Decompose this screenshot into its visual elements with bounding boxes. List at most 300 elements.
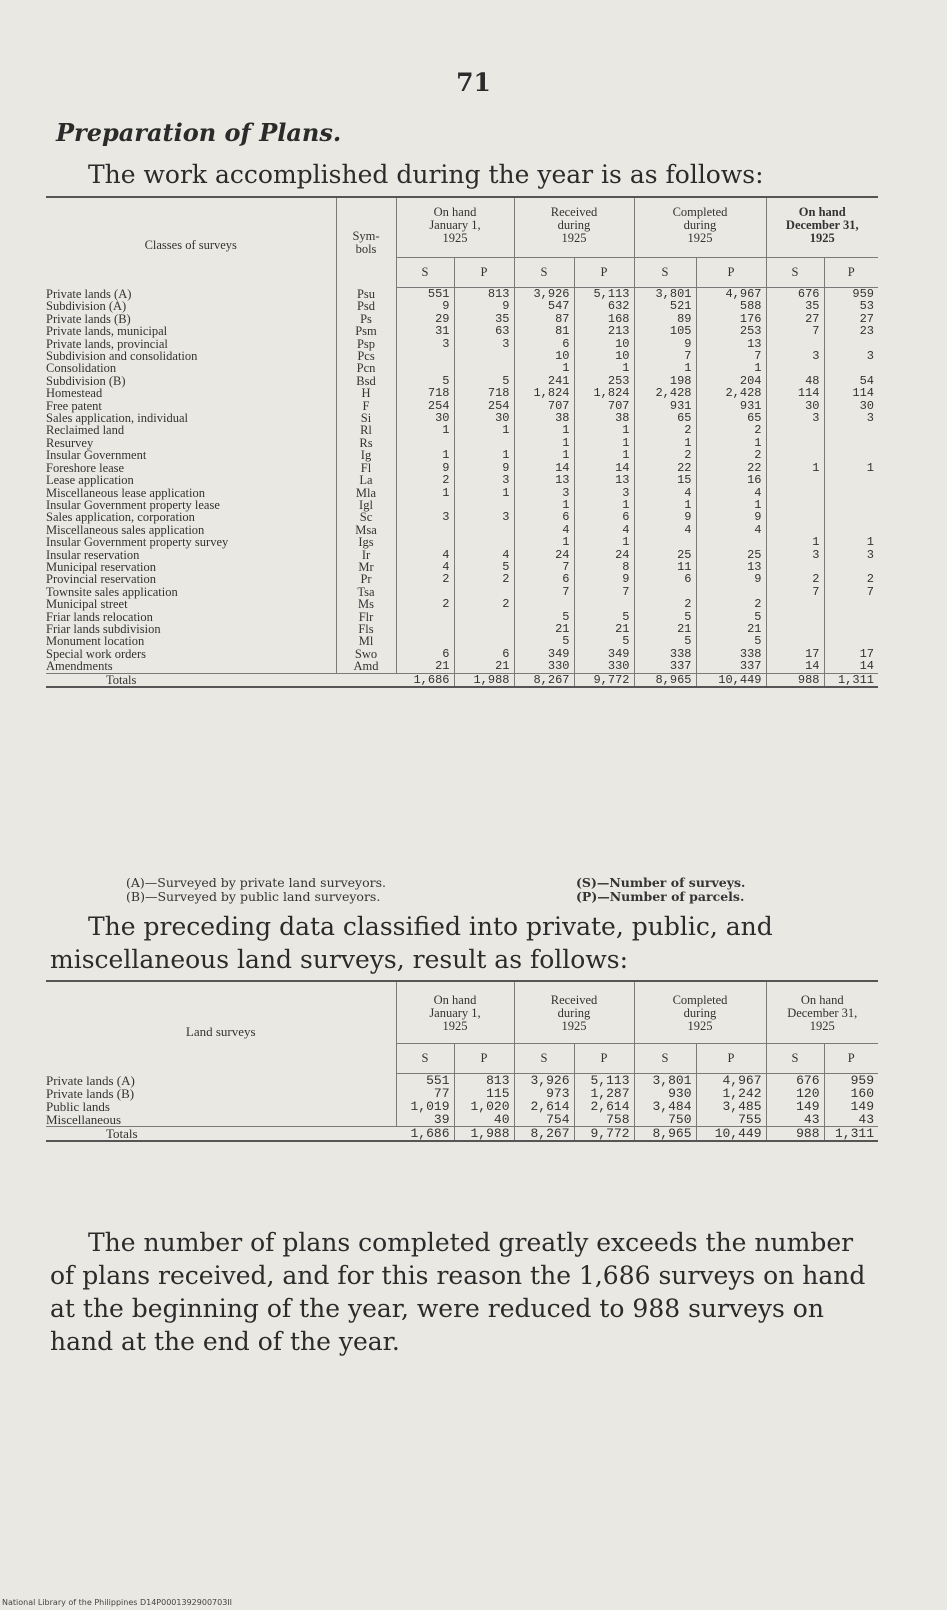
sub-header: P [696,258,766,288]
row-label: Municipal street [46,598,336,610]
cell-value: 2 [696,424,766,436]
cell-value: 4,967 [696,288,766,301]
cell-value: 7 [514,561,574,573]
cell-value: 1 [514,536,574,548]
row-symbol: Msa [336,524,396,536]
cell-value: 1 [696,362,766,374]
sub-header: S [514,1044,574,1074]
cell-value: 14 [514,462,574,474]
cell-value: 2 [396,598,454,610]
cell-value: 81 [514,325,574,337]
cell-value: 5 [514,635,574,647]
cell-value: 21 [574,623,634,635]
cell-value: 1,020 [454,1100,514,1113]
cell-value: 204 [696,375,766,387]
cell-value: 4 [696,524,766,536]
cell-value: 39 [396,1113,454,1127]
cell-value: 9 [696,511,766,523]
cell-value: 114 [766,387,824,399]
cell-value: 213 [574,325,634,337]
land-surveys-table [46,980,878,1142]
cell-value: 89 [634,313,696,325]
cell-value: 23 [859,324,874,339]
cell-value: 1 [574,437,634,449]
cell-value: 21 [696,623,766,635]
cell-value [824,487,878,499]
cell-value: 707 [574,400,634,412]
cell-value: 2 [454,598,514,610]
total-value: 1,311 [824,673,878,687]
cell-value: 13 [514,474,574,486]
total-value: 1,311 [824,1127,878,1142]
cell-value: 6 [634,573,696,585]
row-label: Miscellaneous lease application [46,487,336,499]
cell-value: 337 [634,660,696,673]
cell-value: 3 [866,411,874,426]
cell-value: 21 [396,660,454,673]
table-row [46,561,878,573]
cell-value [454,536,514,548]
cell-value: 24 [514,549,574,561]
row-label: Miscellaneous sales application [46,524,336,536]
cell-value: 25 [696,549,766,561]
total-value: 1,686 [396,1127,454,1142]
table-row [46,623,878,635]
cell-value [766,437,824,449]
table-row [46,1074,878,1088]
row-label: Monument location [46,635,336,647]
row-symbol: Sc [336,511,396,523]
note-s: (S)—Number of surveys. [576,875,746,890]
cell-value [396,362,454,374]
row-label: Homestead [46,387,336,399]
cell-value: 115 [454,1087,514,1100]
cell-value: 3 [454,511,514,523]
cell-value: 254 [454,400,514,412]
total-value: 8,965 [634,673,696,687]
total-value: 1,686 [396,673,454,687]
cell-value: 349 [574,648,634,660]
row-symbol: Ir [336,549,396,561]
cell-value [824,449,878,461]
row-symbol: Psm [336,325,396,337]
cell-value: 22 [696,462,766,474]
group-header: On hand January 1, 1925 [396,981,514,1044]
cell-value [824,424,878,436]
cell-value: 755 [696,1113,766,1127]
cell-value: 2,428 [634,387,696,399]
row-symbol: Pcs [336,350,396,362]
cell-value: 149 [850,1099,874,1114]
row-symbol: Psd [336,300,396,312]
cell-value: 7 [514,586,574,598]
cell-value: 718 [454,387,514,399]
summary-intro-paragraph: The preceding data classified into private, public, and miscellaneous land surveys, result as follows: [50,912,773,974]
cell-value: 1 [634,437,696,449]
intro-text: The work accomplished during the year is as follows: [88,160,764,189]
cell-value: 35 [454,313,514,325]
cell-value: 2 [696,449,766,461]
land-surveys-header: Land surveys [46,981,396,1074]
cell-value: 5 [634,635,696,647]
cell-value: 758 [574,1113,634,1127]
cell-value [766,449,824,461]
total-value: 1,988 [454,673,514,687]
cell-value: 38 [574,412,634,424]
cell-value: 3 [396,511,454,523]
cell-value: 1 [514,437,574,449]
row-label: Free patent [46,400,336,412]
totals-row [46,1127,878,1142]
cell-value: 5,113 [574,288,634,301]
page-number: 71 [456,68,491,97]
cell-value: 65 [634,412,696,424]
cell-value: 6 [514,511,574,523]
cell-value: 959 [852,287,874,301]
cell-value [766,487,824,499]
cell-value: 4 [634,487,696,499]
row-label: Public lands [46,1100,396,1113]
cell-value: 330 [514,660,574,673]
cell-value: 13 [696,338,766,350]
section-title: Preparation of Plans. [56,118,342,147]
cell-value: 3 [766,412,824,424]
cell-value: 4,967 [696,1074,766,1088]
row-label: Consolidation [46,362,336,374]
row-symbol: Psu [336,288,396,301]
cell-value: 337 [696,660,766,673]
row-label: Sales application, individual [46,412,336,424]
cell-value: 930 [634,1087,696,1100]
cell-value: 1,824 [514,387,574,399]
row-label: Reclaimed land [46,424,336,436]
group-header: Received during 1925 [514,197,634,258]
cell-value: 253 [574,375,634,387]
table-row [46,350,878,362]
row-symbol: Rs [336,437,396,449]
cell-value: 5 [696,635,766,647]
cell-value: 1 [574,499,634,511]
row-symbol: Ps [336,313,396,325]
cell-value: 2 [866,572,874,587]
table-row [46,437,878,449]
row-symbol: Mla [336,487,396,499]
table-row [46,474,878,486]
row-symbol: Pcn [336,362,396,374]
row-symbol: H [336,387,396,399]
cell-value: 31 [396,325,454,337]
row-symbol: Ms [336,598,396,610]
cell-value: 547 [514,300,574,312]
row-label: Friar lands relocation [46,611,336,623]
cell-value: 1 [454,424,514,436]
group-header: Received during 1925 [514,981,634,1044]
cell-value: 3 [766,549,824,561]
cell-value: 3 [866,349,874,364]
cell-value: 1 [514,449,574,461]
cell-value: 551 [396,1074,454,1088]
cell-value: 120 [766,1087,824,1100]
cell-value: 9 [574,573,634,585]
row-symbol: Pr [336,573,396,585]
cell-value: 2 [396,573,454,585]
cell-value: 1 [634,362,696,374]
cell-value: 1 [766,536,824,548]
cell-value: 15 [634,474,696,486]
cell-value: 3 [574,487,634,499]
cell-value: 1 [514,362,574,374]
cell-value: 53 [859,299,874,314]
cell-value [454,635,514,647]
row-symbol: Tsa [336,586,396,598]
cell-value: 2 [396,474,454,486]
cell-value: 4 [634,524,696,536]
cell-value: 1 [866,535,874,550]
table-row [46,586,878,598]
total-value: 9,772 [574,1127,634,1142]
cell-value: 13 [574,474,634,486]
cell-value: 5 [396,375,454,387]
cell-value [454,524,514,536]
cell-value [454,362,514,374]
group-header: On hand January 1, 1925 [396,197,514,258]
cell-value: 25 [634,549,696,561]
cell-value [634,536,696,548]
cell-value [574,598,634,610]
sub-header: S [766,1044,824,1074]
cell-value: 6 [514,573,574,585]
row-label: Private lands (A) [46,1074,396,1088]
cell-value: 5 [634,611,696,623]
table-row [46,412,878,424]
row-symbol: Amd [336,660,396,673]
total-value: 988 [766,1127,824,1142]
cell-value: 338 [696,648,766,660]
cell-value: 2,614 [514,1100,574,1113]
cell-value: 1,242 [696,1087,766,1100]
cell-value [766,635,824,647]
totals-label: Totals [46,1127,396,1142]
cell-value: 9 [396,462,454,474]
totals-row [46,673,878,687]
cell-value [766,474,824,486]
cell-value: 8 [574,561,634,573]
footer-credit: National Library of the Philippines D14P0001392900703II [2,1598,233,1607]
cell-value: 43 [858,1112,874,1127]
cell-value: 3,801 [634,1074,696,1088]
cell-value: 1,824 [574,387,634,399]
cell-value: 6 [396,648,454,660]
table-row [46,635,878,647]
cell-value: 1 [696,499,766,511]
total-value: 10,449 [696,1127,766,1142]
row-symbol: Mr [336,561,396,573]
cell-value: 24 [574,549,634,561]
cell-value: 5 [454,561,514,573]
sub-header: P [824,1044,878,1074]
row-label: Private lands, municipal [46,325,336,337]
sub-header: S [396,1044,454,1074]
cell-value: 338 [634,648,696,660]
table-row [46,511,878,523]
cell-value: 3 [766,350,824,362]
cell-value: 21 [454,660,514,673]
cell-value: 14 [574,462,634,474]
row-symbol: Rl [336,424,396,436]
conclusion-paragraph: The number of plans completed greatly exceeds the number of plans received, and for this reason the 1,686 surveys on hand at the beginning of the year, were reduced to 988 surveys on hand at the end of the year. [50,1228,866,1356]
row-label: Private lands (B) [46,313,336,325]
total-value: 9,772 [574,673,634,687]
cell-value: 1 [396,487,454,499]
cell-value: 4 [574,524,634,536]
cell-value: 2,428 [696,387,766,399]
row-label: Private lands (B) [46,1087,396,1100]
cell-value: 4 [396,549,454,561]
cell-value: 754 [514,1113,574,1127]
cell-value: 35 [766,300,824,312]
cell-value: 1 [574,424,634,436]
cell-value [454,350,514,362]
cell-value: 3,926 [514,288,574,301]
cell-value: 3 [396,338,454,350]
cell-value: 1,287 [574,1087,634,1100]
row-label: Provincial reservation [46,573,336,585]
table-row [46,598,878,610]
cell-value [766,623,824,635]
cell-value: 973 [514,1087,574,1100]
cell-value: 3 [454,338,514,350]
sub-header: P [696,1044,766,1074]
cell-value: 1 [454,449,514,461]
row-label: Private lands (A) [46,288,336,301]
cell-value: 65 [696,412,766,424]
cell-value [824,474,878,486]
cell-value: 14 [859,659,874,674]
cell-value: 14 [766,660,824,673]
cell-value: 7 [866,584,874,599]
row-symbol: Igs [336,536,396,548]
cell-value: 87 [514,313,574,325]
table-row [46,387,878,399]
row-label: Subdivision (B) [46,375,336,387]
cell-value [396,350,454,362]
cell-value: 54 [859,373,874,388]
table-row [46,449,878,461]
sub-header: P [574,258,634,288]
cell-value: 2,614 [574,1100,634,1113]
row-symbol: Swo [336,648,396,660]
cell-value: 4 [454,549,514,561]
group-header: On hand December 31, 1925 [766,197,878,258]
cell-value: 1 [634,499,696,511]
cell-value [396,623,454,635]
cell-value: 2 [766,573,824,585]
cell-value: 588 [696,300,766,312]
row-label: Municipal reservation [46,561,336,573]
table-row [46,300,878,312]
row-label: Townsite sales application [46,586,336,598]
cell-value: 114 [852,386,874,401]
cell-value [824,437,878,449]
cell-value: 253 [696,325,766,337]
cell-value: 7 [766,586,824,598]
cell-value: 718 [396,387,454,399]
cell-value: 10 [574,350,634,362]
cell-value: 16 [696,474,766,486]
row-symbol: F [336,400,396,412]
row-label: Insular Government [46,449,336,461]
cell-value: 1 [574,536,634,548]
cell-value: 241 [514,375,574,387]
cell-value [766,511,824,523]
cell-value [824,623,878,635]
cell-value: 1 [574,362,634,374]
cell-value: 13 [696,561,766,573]
table-row [46,362,878,374]
cell-value: 5 [574,611,634,623]
cell-value: 168 [574,313,634,325]
cell-value: 27 [766,313,824,325]
total-value: 8,267 [514,1127,574,1142]
cell-value: 30 [766,400,824,412]
cell-value: 160 [850,1086,874,1101]
cell-value: 750 [634,1113,696,1127]
cell-value: 11 [634,561,696,573]
note-b: (B)—Surveyed by public land surveyors. [126,889,381,904]
sub-header: S [514,258,574,288]
group-header: On hand December 31, 1925 [766,981,878,1044]
table-row [46,660,878,673]
cell-value: 3,485 [696,1100,766,1113]
note-p: (P)—Number of parcels. [576,889,745,904]
cell-value: 9 [696,573,766,585]
group-header: Completed during 1925 [634,981,766,1044]
cell-value: 9 [396,300,454,312]
cell-value: 2 [634,598,696,610]
cell-value: 176 [696,313,766,325]
cell-value [766,611,824,623]
classes-header: Classes of surveys [46,197,336,288]
cell-value: 6 [574,511,634,523]
cell-value: 9 [454,300,514,312]
cell-value: 10 [574,338,634,350]
cell-value: 17 [766,648,824,660]
table-row [46,1113,878,1127]
sub-header: P [454,1044,514,1074]
cell-value: 676 [766,288,824,301]
sub-header: P [454,258,514,288]
cell-value [514,598,574,610]
survey-work-table [46,196,878,688]
cell-value: 1 [454,487,514,499]
cell-value: 21 [514,623,574,635]
sub-header: P [824,258,878,288]
cell-value: 3 [454,474,514,486]
total-value: 988 [766,673,824,687]
cell-value: 551 [396,288,454,301]
table-row [46,573,878,585]
cell-value: 5 [454,375,514,387]
cell-value [454,611,514,623]
row-label: Insular Government property survey [46,536,336,548]
row-label: Friar lands subdivision [46,623,336,635]
cell-value: 3 [514,487,574,499]
cell-value [824,511,878,523]
cell-value: 349 [514,648,574,660]
cell-value: 931 [634,400,696,412]
row-symbol: Flr [336,611,396,623]
cell-value: 2 [634,449,696,461]
